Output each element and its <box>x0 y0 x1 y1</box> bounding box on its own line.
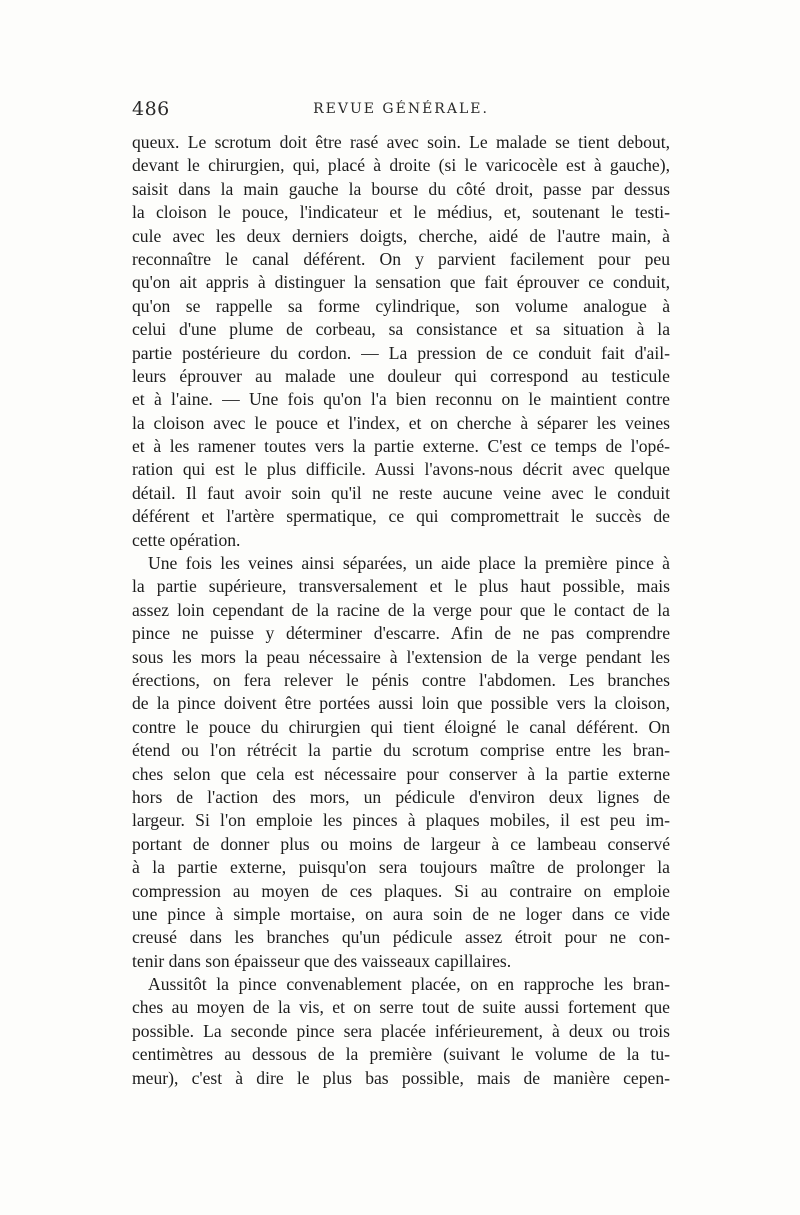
text-line: la cloison avec le pouce et l'index, et on cherche à séparer les veines <box>132 412 670 433</box>
text-line: queux. Le scrotum doit être rasé avec soin. Le malade se tient debout, <box>132 132 670 152</box>
paragraph-1 <box>132 131 670 552</box>
text-line: devant le chirurgien, qui, placé à droite (si le varicocèle est à gauche), <box>132 155 670 176</box>
text-line: détail. Il faut avoir soin qu'il ne reste aucune veine avec le conduit <box>132 482 670 503</box>
paragraph-2 <box>132 552 670 973</box>
text-line: tenir dans son épaisseur que des vaisseaux capillaires. <box>132 950 512 971</box>
text-line: cette opération. <box>132 529 241 550</box>
text-line: celui d'une plume de corbeau, sa consistance et sa situation à la <box>132 319 670 340</box>
text-line: la partie supérieure, transversalement et le plus haut possible, mais <box>132 576 670 597</box>
text-line: possible. La seconde pince sera placée inférieurement, à deux ou trois <box>132 1020 670 1041</box>
text-line: meur), c'est à dire le plus bas possible, mais de manière cepen- <box>132 1067 670 1088</box>
text-line: une pince à simple mortaise, on aura soin de ne loger dans ce vide <box>132 903 670 924</box>
running-title: REVUE GÉNÉRALE. <box>313 101 489 117</box>
text-line: reconnaître le canal déférent. On y parvient facilement pour peu <box>132 248 670 269</box>
text-line: hors de l'action des mors, un pédicule d'environ deux lignes de <box>132 786 670 807</box>
text-line: et à l'aine. — Une fois qu'on l'a bien reconnu on le maintient contre <box>132 389 670 410</box>
text-line: assez loin cependant de la racine de la verge pour que le contact de la <box>132 599 670 620</box>
text-line: ches au moyen de la vis, et on serre tout de suite aussi fortement que <box>132 997 670 1018</box>
text-line: érections, on fera relever le pénis contre l'abdomen. Les branches <box>132 669 670 690</box>
text-line: étend ou l'on rétrécit la partie du scrotum comprise entre les bran- <box>132 740 670 761</box>
text-line: qu'on ait appris à distinguer la sensation que fait éprouver ce conduit, <box>132 272 670 293</box>
text-line: ches selon que cela est nécessaire pour conserver à la partie externe <box>132 763 670 784</box>
page-header <box>132 98 670 124</box>
text-line: sous les mors la peau nécessaire à l'extension de la verge pendant les <box>132 646 670 667</box>
text-line: pince ne puisse y déterminer d'escarre. Afin de ne pas comprendre <box>132 623 670 644</box>
text-line: Une fois les veines ainsi séparées, un aide place la première pince à <box>148 553 670 574</box>
text-line: Aussitôt la pince convenablement placée, on en rapproche les bran- <box>148 974 670 995</box>
text-line: portant de donner plus ou moins de largeur à ce lambeau conservé <box>132 833 670 854</box>
text-line: ration qui est le plus difficile. Aussi l'avons-nous décrit avec quelque <box>132 459 670 480</box>
page-number: 486 <box>132 98 170 120</box>
text-line: et à les ramener toutes vers la partie externe. C'est ce temps de l'opé- <box>132 436 670 457</box>
text-line: cule avec les deux derniers doigts, cherche, aidé de l'autre main, à <box>132 225 670 246</box>
text-line: leurs éprouver au malade une douleur qui correspond au testicule <box>132 365 670 386</box>
text-line: à la partie externe, puisqu'on sera toujours maître de prolonger la <box>132 857 670 878</box>
text-line: compression au moyen de ces plaques. Si au contraire on emploie <box>132 880 670 901</box>
text-line: saisit dans la main gauche la bourse du côté droit, passe par dessus <box>132 178 670 199</box>
text-line: déférent et l'artère spermatique, ce qui compromettrait le succès de <box>132 506 670 527</box>
text-line: la cloison le pouce, l'indicateur et le médius, et, soutenant le testi- <box>132 202 670 223</box>
text-line: de la pince doivent être portées aussi loin que possible vers la cloison, <box>132 693 670 714</box>
paragraph-3 <box>132 973 670 1090</box>
text-line: partie postérieure du cordon. — La pression de ce conduit fait d'ail- <box>132 342 670 363</box>
text-line: largeur. Si l'on emploie les pinces à plaques mobiles, il est peu im- <box>132 810 670 831</box>
text-line: creusé dans les branches qu'un pédicule assez étroit pour ne con- <box>132 927 670 948</box>
text-line: contre le pouce du chirurgien qui tient éloigné le canal déférent. On <box>132 716 670 737</box>
text-line: qu'on se rappelle sa forme cylindrique, son volume analogue à <box>132 295 670 316</box>
body-text <box>132 131 670 1090</box>
text-line: centimètres au dessous de la première (suivant le volume de la tu- <box>132 1044 670 1065</box>
